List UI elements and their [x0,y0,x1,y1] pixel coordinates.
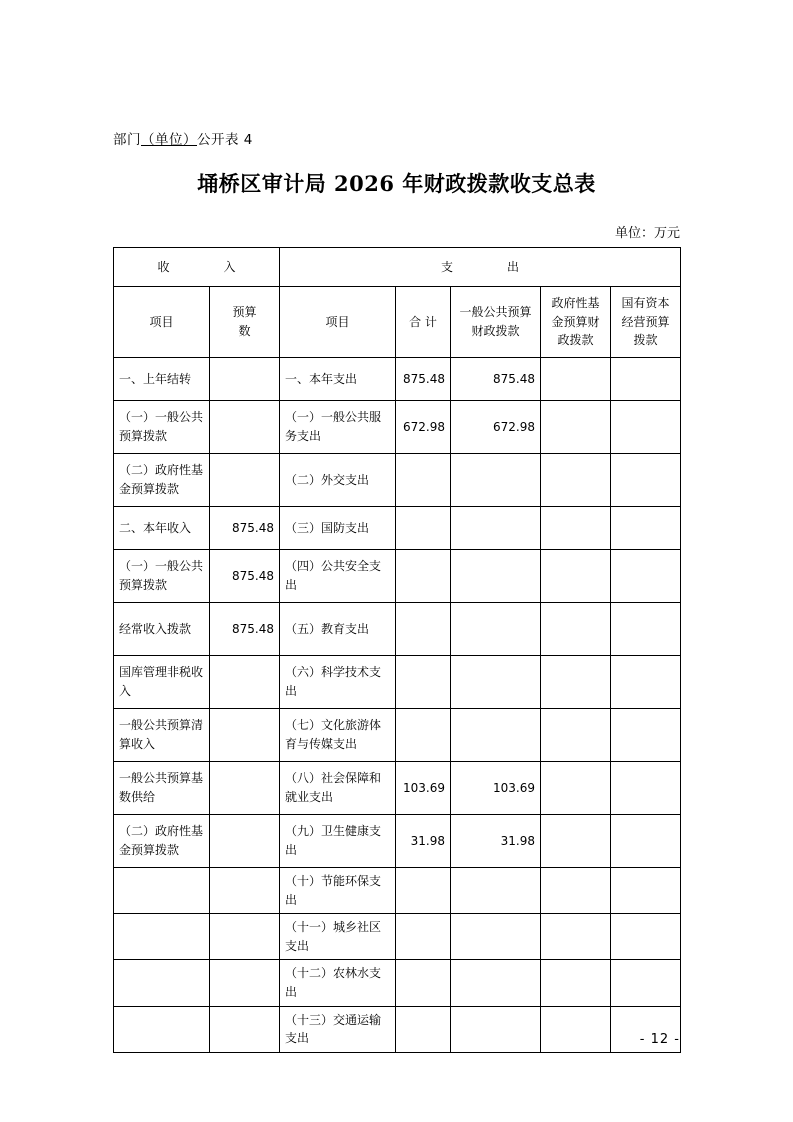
cell-total [396,507,451,550]
budget-table [113,247,681,1053]
table-row [114,1006,681,1052]
cell-general-public [451,709,541,762]
cell-gov-fund [541,454,611,507]
cell-state-capital [611,401,681,454]
table-column-header-row [114,287,681,358]
table-group-header-row [114,248,681,287]
table-row [114,709,681,762]
cell-general-public [451,454,541,507]
table-row [114,868,681,914]
cell-state-capital [611,358,681,401]
table-row [114,358,681,401]
cell-expense-item: （一）一般公共服务支出 [280,401,396,454]
public-table-label-suffix: 公开表 4 [197,132,253,148]
column-header-general-public: 一般公共预算财政拨款 [451,287,541,358]
group-header-income: 收 入 [114,248,280,287]
page-title: 埇桥区审计局 2026 年财政拨款收支总表 [197,171,596,196]
cell-general-public: 31.98 [451,815,541,868]
cell-total [396,960,451,1006]
cell-income-budget [210,454,280,507]
cell-income-budget [210,656,280,709]
cell-total: 31.98 [396,815,451,868]
cell-state-capital [611,656,681,709]
cell-total [396,709,451,762]
cell-total [396,868,451,914]
cell-gov-fund [541,868,611,914]
cell-income-budget [210,868,280,914]
cell-state-capital [611,507,681,550]
cell-general-public [451,868,541,914]
cell-gov-fund [541,1006,611,1052]
cell-expense-item: （九）卫生健康支出 [280,815,396,868]
cell-income-budget [210,960,280,1006]
table-row [114,401,681,454]
table-row [114,603,681,656]
cell-expense-item: （五）教育支出 [280,603,396,656]
cell-total: 103.69 [396,762,451,815]
cell-gov-fund [541,603,611,656]
table-row [114,550,681,603]
cell-income-item [114,868,210,914]
table-row [114,507,681,550]
cell-state-capital [611,762,681,815]
cell-income-budget [210,762,280,815]
cell-gov-fund [541,815,611,868]
cell-gov-fund [541,656,611,709]
group-header-expense: 支 出 [280,248,681,287]
column-header-expense-item: 项目 [280,287,396,358]
cell-income-item: 经常收入拨款 [114,603,210,656]
cell-general-public [451,960,541,1006]
cell-general-public: 875.48 [451,358,541,401]
cell-state-capital [611,868,681,914]
cell-general-public [451,914,541,960]
cell-total [396,656,451,709]
column-header-state-capital: 国有资本经营预算拨款 [611,287,681,358]
table-row [114,960,681,1006]
cell-total: 672.98 [396,401,451,454]
cell-income-budget [210,401,280,454]
cell-income-item: （二）政府性基金预算拨款 [114,454,210,507]
cell-general-public: 103.69 [451,762,541,815]
unit-note: 单位：万元 [614,226,680,241]
cell-income-budget [210,914,280,960]
cell-income-budget [210,358,280,401]
cell-total [396,454,451,507]
cell-gov-fund [541,960,611,1006]
cell-general-public [451,603,541,656]
cell-gov-fund [541,762,611,815]
public-table-label [113,128,253,148]
cell-gov-fund [541,401,611,454]
table-row [114,815,681,868]
page-number: - 12 - [639,1032,680,1047]
cell-state-capital [611,815,681,868]
cell-general-public [451,550,541,603]
cell-income-item [114,960,210,1006]
cell-state-capital [611,960,681,1006]
cell-general-public [451,507,541,550]
cell-expense-item: （十）节能环保支出 [280,868,396,914]
cell-gov-fund [541,550,611,603]
cell-expense-item: （八）社会保障和就业支出 [280,762,396,815]
cell-total [396,1006,451,1052]
cell-income-item [114,1006,210,1052]
cell-expense-item: （二）外交支出 [280,454,396,507]
cell-total [396,603,451,656]
cell-income-item [114,914,210,960]
cell-state-capital [611,914,681,960]
public-table-label-underlined: （单位） [141,132,197,148]
table-row [114,914,681,960]
cell-expense-item: 一、本年支出 [280,358,396,401]
cell-state-capital [611,454,681,507]
cell-income-item: 一、上年结转 [114,358,210,401]
cell-gov-fund [541,914,611,960]
cell-income-budget [210,815,280,868]
cell-income-item: 一般公共预算清算收入 [114,709,210,762]
cell-general-public [451,1006,541,1052]
cell-state-capital [611,550,681,603]
column-header-income-budget [210,287,280,358]
column-header-income-budget-line2: 数 [238,324,251,338]
cell-gov-fund [541,709,611,762]
table-row [114,656,681,709]
cell-expense-item: （十一）城乡社区支出 [280,914,396,960]
cell-total [396,550,451,603]
cell-income-item: 二、本年收入 [114,507,210,550]
table-row [114,454,681,507]
public-table-label-prefix: 部门 [113,132,141,148]
cell-income-budget [210,1006,280,1052]
cell-general-public [451,656,541,709]
cell-gov-fund [541,358,611,401]
cell-state-capital [611,709,681,762]
cell-total [396,914,451,960]
cell-income-item: 一般公共预算基数供给 [114,762,210,815]
column-header-income-budget-line1: 预算 [232,305,257,320]
cell-expense-item: （十三）交通运输支出 [280,1006,396,1052]
cell-total: 875.48 [396,358,451,401]
cell-income-budget: 875.48 [210,550,280,603]
cell-expense-item: （十二）农林水支出 [280,960,396,1006]
cell-general-public: 672.98 [451,401,541,454]
cell-income-item: （一）一般公共预算拨款 [114,550,210,603]
cell-expense-item: （四）公共安全支出 [280,550,396,603]
cell-income-budget: 875.48 [210,507,280,550]
cell-income-item: 国库管理非税收入 [114,656,210,709]
column-header-total: 合 计 [396,287,451,358]
cell-income-item: （二）政府性基金预算拨款 [114,815,210,868]
cell-expense-item: （六）科学技术支出 [280,656,396,709]
cell-income-budget [210,709,280,762]
cell-state-capital [611,603,681,656]
column-header-income-item: 项目 [114,287,210,358]
cell-expense-item: （三）国防支出 [280,507,396,550]
cell-income-item: （一）一般公共预算拨款 [114,401,210,454]
cell-income-budget: 875.48 [210,603,280,656]
cell-expense-item: （七）文化旅游体育与传媒支出 [280,709,396,762]
table-row [114,762,681,815]
cell-gov-fund [541,507,611,550]
column-header-gov-fund: 政府性基金预算财政拨款 [541,287,611,358]
